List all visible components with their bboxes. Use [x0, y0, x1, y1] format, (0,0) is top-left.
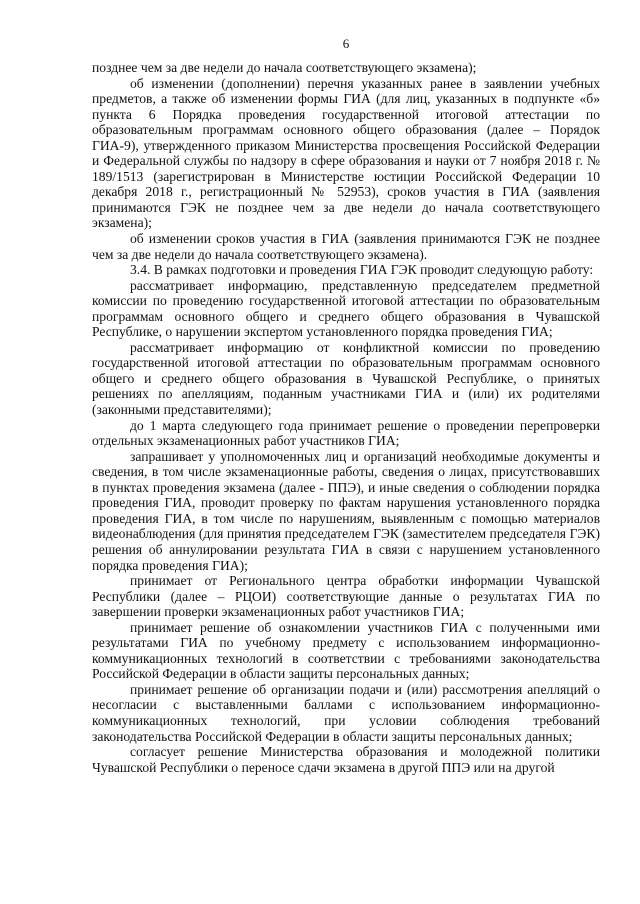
paragraph: принимает решение об ознакомлении участников ГИА с полученными ими результатами ГИА по учебному предмету с использованием информационно-коммуникационных технологий в соответствии с требованиями законодательства Российской Федерации в области защиты персональных данных; [92, 619, 600, 682]
paragraph: согласует решение Министерства образования и молодежной политики Чувашской Республики о переносе сдачи экзамена в другой ППЭ или на другой [92, 744, 600, 775]
document-body [92, 60, 600, 775]
paragraph: об изменении сроков участия в ГИА (заявления принимаются ГЭК не позднее чем за две недели до начала соответствующего экзамена). [92, 231, 600, 262]
paragraph: запрашивает у уполномоченных лиц и организаций необходимые документы и сведения, в том числе экзаменационные работы, сведения о лицах, присутствовавших в пунктах проведения экзамена (далее - ППЭ), и иные сведения о соблюдении порядка проведения ГИА, проводит проверку по фактам нарушения установленного порядка проведения ГИА, в том числе по нарушениям, выявленным с помощью материалов видеонаблюдения (для принятия председателем ГЭК (заместителем председателя ГЭК) решения об аннулировании результата ГИА в связи с нарушением установленного порядка проведения ГИА); [92, 448, 600, 573]
paragraph: об изменении (дополнении) перечня указанных ранее в заявлении учебных предметов, а также об изменении формы ГИА (для лиц, указанных в подпункте «б» пункта 6 Порядка проведения государственной итоговой аттестации по образовательным программам основного общего образования (далее – Порядок ГИА-9), утвержденного приказом Министерства просвещения Российской Федерации и Федеральной службы по надзору в сфере образования и науки от 7 ноября 2018 г. № 189/1513 (зарегистрирован в Министерстве юстиции Российской Федерации 10 декабря 2018 г., регистрационный № 52953), сроков участия в ГИА (заявления принимаются ГЭК не позднее чем за две недели до начала соответствующего экзамена); [92, 75, 600, 231]
page-number: 6 [342, 36, 350, 51]
paragraph: принимает решение об организации подачи и (или) рассмотрения апелляций о несогласии с выставленными баллами с использованием информационно-коммуникационных технологий, при условии соблюдения требований законодательства Российской Федерации в области защиты персональных данных; [92, 681, 600, 744]
paragraph: 3.4. В рамках подготовки и проведения ГИА ГЭК проводит следующую работу: [130, 262, 594, 278]
paragraph: рассматривает информацию, представленную председателем предметной комиссии по проведению государственной итоговой аттестации по образовательным программам основного общего и среднего общего образования в Чувашской Республике, о нарушении экспертом установленного порядка проведения ГИА; [92, 277, 600, 340]
paragraph: принимает от Регионального центра обработки информации Чувашской Республики (далее – РЦОИ) соответствующие данные о результатах ГИА по завершении проверки экзаменационных работ участников ГИА; [92, 573, 600, 620]
paragraph: позднее чем за две недели до начала соответствующего экзамена); [92, 60, 477, 75]
paragraph: до 1 марта следующего года принимает решение о проведении перепроверки отдельных экзаменационных работ участников ГИА; [92, 417, 600, 449]
paragraph: рассматривает информацию от конфликтной комиссии по проведению государственной итоговой аттестации по образовательным программам основного общего и среднего общего образования в Чувашской Республике, о принятых решениях по апелляциям, поданным участниками ГИА и (или) их родителями (законными представителями); [92, 339, 600, 418]
